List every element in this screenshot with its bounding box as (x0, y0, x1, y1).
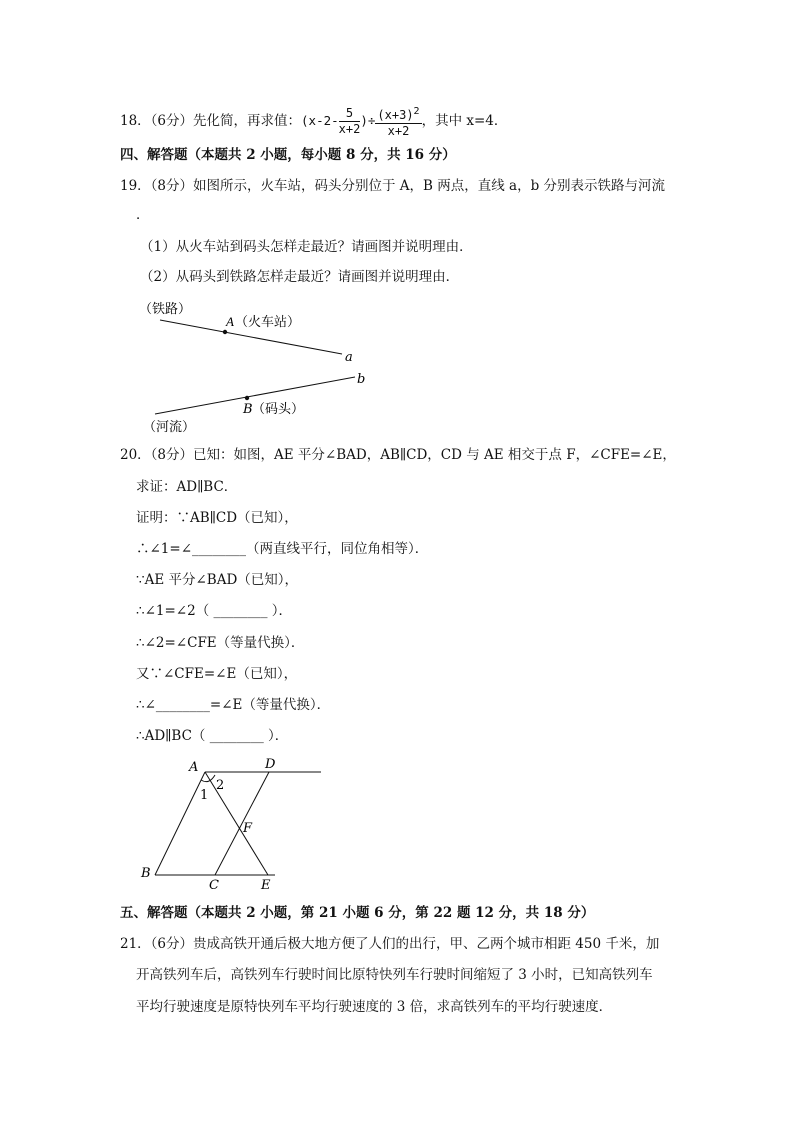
q18-open-paren: (x-2- (301, 113, 339, 128)
q18-close-div: )÷ (360, 113, 376, 128)
label-b: b (357, 372, 366, 387)
proof-line-2: ∴∠1=∠________（两直线平行，同位角相等）． (136, 541, 429, 557)
fig-label-E: E (261, 878, 271, 893)
q18-f2-numerator (375, 104, 421, 124)
proof-line-1: 证明：∵AB∥CD（已知）， (136, 510, 298, 526)
q21-line2: 开高铁列车后，高铁列车行驶时间比原特快列车行驶时间缩短了 3 小时，已知高铁列车 (136, 967, 653, 983)
q18-f2-exponent: 2 (413, 106, 420, 117)
q18-f1-denominator: x+2 (338, 122, 361, 136)
q18-f2-denominator: x+2 (387, 124, 410, 138)
q19-line1b: ． (136, 207, 150, 223)
q19-sub2: （2）从码头到铁路怎样走最近？请画图并说明理由． (140, 269, 460, 285)
q18-suffix: ，其中 x=4． (421, 113, 508, 129)
river-label: （河流） (143, 420, 196, 435)
q20-line1: 20．（8分）已知：如图，AE 平分∠BAD，AB∥CD，CD 与 AE 相交于点 F，∠CFE=∠E， (120, 447, 676, 463)
fig-label-B: B (141, 866, 151, 881)
proof-line-6: 又∵∠CFE=∠E（已知）， (136, 666, 298, 682)
proof-line-8: ∴AD∥BC（ ________ ）． (136, 728, 289, 744)
label-A: A (226, 314, 234, 329)
section4-heading: 四、解答题（本题共 2 小题，每小题 8 分，共 16 分） (120, 147, 456, 163)
proof-line-5: ∴∠2=∠CFE（等量代换）． (136, 635, 305, 651)
fig-label-1: 1 (200, 788, 209, 803)
q21-line1: 21．（6分）贵成高铁开通后极大地方便了人们的出行，甲、乙两个城市相距 450 千米，加 (120, 936, 660, 952)
proof-line-4: ∴∠1=∠2（ ________ ）． (136, 603, 293, 619)
q18-f1-numerator: 5 (339, 106, 361, 122)
fig-label-A: A (189, 760, 199, 775)
dock-label: （码头） (252, 402, 305, 417)
q18-fraction-2 (375, 104, 421, 139)
q19-figure (135, 298, 395, 438)
q20-figure (135, 755, 335, 895)
proof-line-7: ∴∠________=∠E（等量代换）． (136, 697, 331, 713)
proof-line-3: ∵AE 平分∠BAD（已知）， (136, 572, 299, 588)
fig-label-D: D (265, 757, 276, 772)
label-B: B (243, 402, 253, 417)
q20-line2: 求证：AD∥BC． (136, 479, 238, 495)
fig-label-2: 2 (216, 778, 225, 793)
fig-label-C: C (209, 878, 219, 893)
q19-line1: 19．（8分）如图所示，火车站，码头分别位于 A，B 两点，直线 a，b 分别表示铁路与河流 (120, 178, 666, 194)
section5-heading: 五、解答题（本题共 2 小题，第 21 小题 6 分，第 22 题 12 分，共 18 分） (120, 905, 595, 921)
q18-f2-base: (x+3) (377, 108, 414, 122)
point-A (223, 330, 227, 334)
q18-line (120, 104, 507, 139)
point-B (245, 396, 249, 400)
railway-label: （铁路） (139, 302, 192, 317)
fig-label-F: F (243, 821, 253, 836)
q18-fraction-1 (339, 106, 361, 137)
line-AE (205, 772, 268, 875)
q21-line3: 平均行驶速度是原特快列车平均行驶速度的 3 倍，求高铁列车的平均行驶速度． (136, 999, 613, 1015)
label-a: a (345, 350, 353, 365)
q19-sub1: （1）从火车站到码头怎样走最近？请画图并说明理由． (140, 239, 473, 255)
line-AB (155, 772, 205, 875)
station-label: （火车站） (235, 315, 301, 330)
q18-prefix: 18．（6分）先化简，再求值： (120, 113, 302, 129)
